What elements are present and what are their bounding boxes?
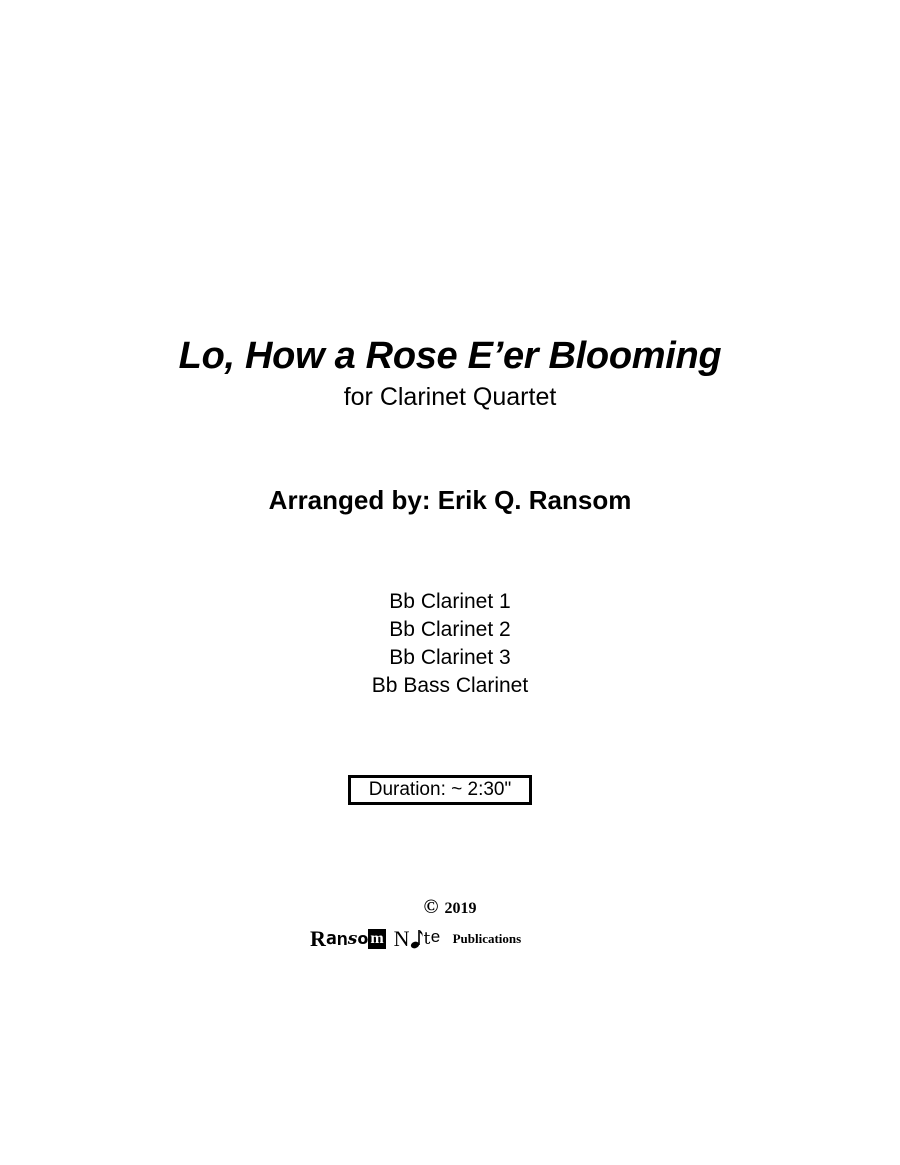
logo-letter: o xyxy=(357,929,369,948)
instrument-item: Bb Bass Clarinet xyxy=(371,674,529,697)
logo-letter: R xyxy=(310,926,326,951)
copyright-symbol: © xyxy=(423,896,439,918)
logo-letter: s xyxy=(347,929,358,949)
logo-letter: m xyxy=(370,930,384,947)
piece-title: Lo, How a Rose E’er Blooming xyxy=(178,335,722,377)
arranger-credit: Arranged by: Erik Q. Ransom xyxy=(268,485,632,515)
publisher-logo xyxy=(310,926,600,954)
logo-letter: N xyxy=(393,926,410,951)
ensemble-subtitle: for Clarinet Quartet xyxy=(343,383,557,411)
instrument-list xyxy=(0,588,900,700)
logo-letter: a xyxy=(325,928,337,949)
instrument-item: Bb Clarinet 1 xyxy=(389,590,511,613)
instrument-item: Bb Clarinet 3 xyxy=(389,646,511,669)
eighth-note-icon xyxy=(410,928,424,950)
copyright-year: 2019 xyxy=(444,900,477,917)
logo-letter: n xyxy=(336,929,348,949)
logo-letter: e xyxy=(430,929,441,948)
duration-box: Duration: ~ 2:30" xyxy=(348,775,532,805)
copyright-line xyxy=(0,896,900,920)
instrument-item: Bb Clarinet 2 xyxy=(389,618,511,641)
publisher-suffix: Publications xyxy=(452,931,522,946)
logo-letter: t xyxy=(423,929,431,949)
